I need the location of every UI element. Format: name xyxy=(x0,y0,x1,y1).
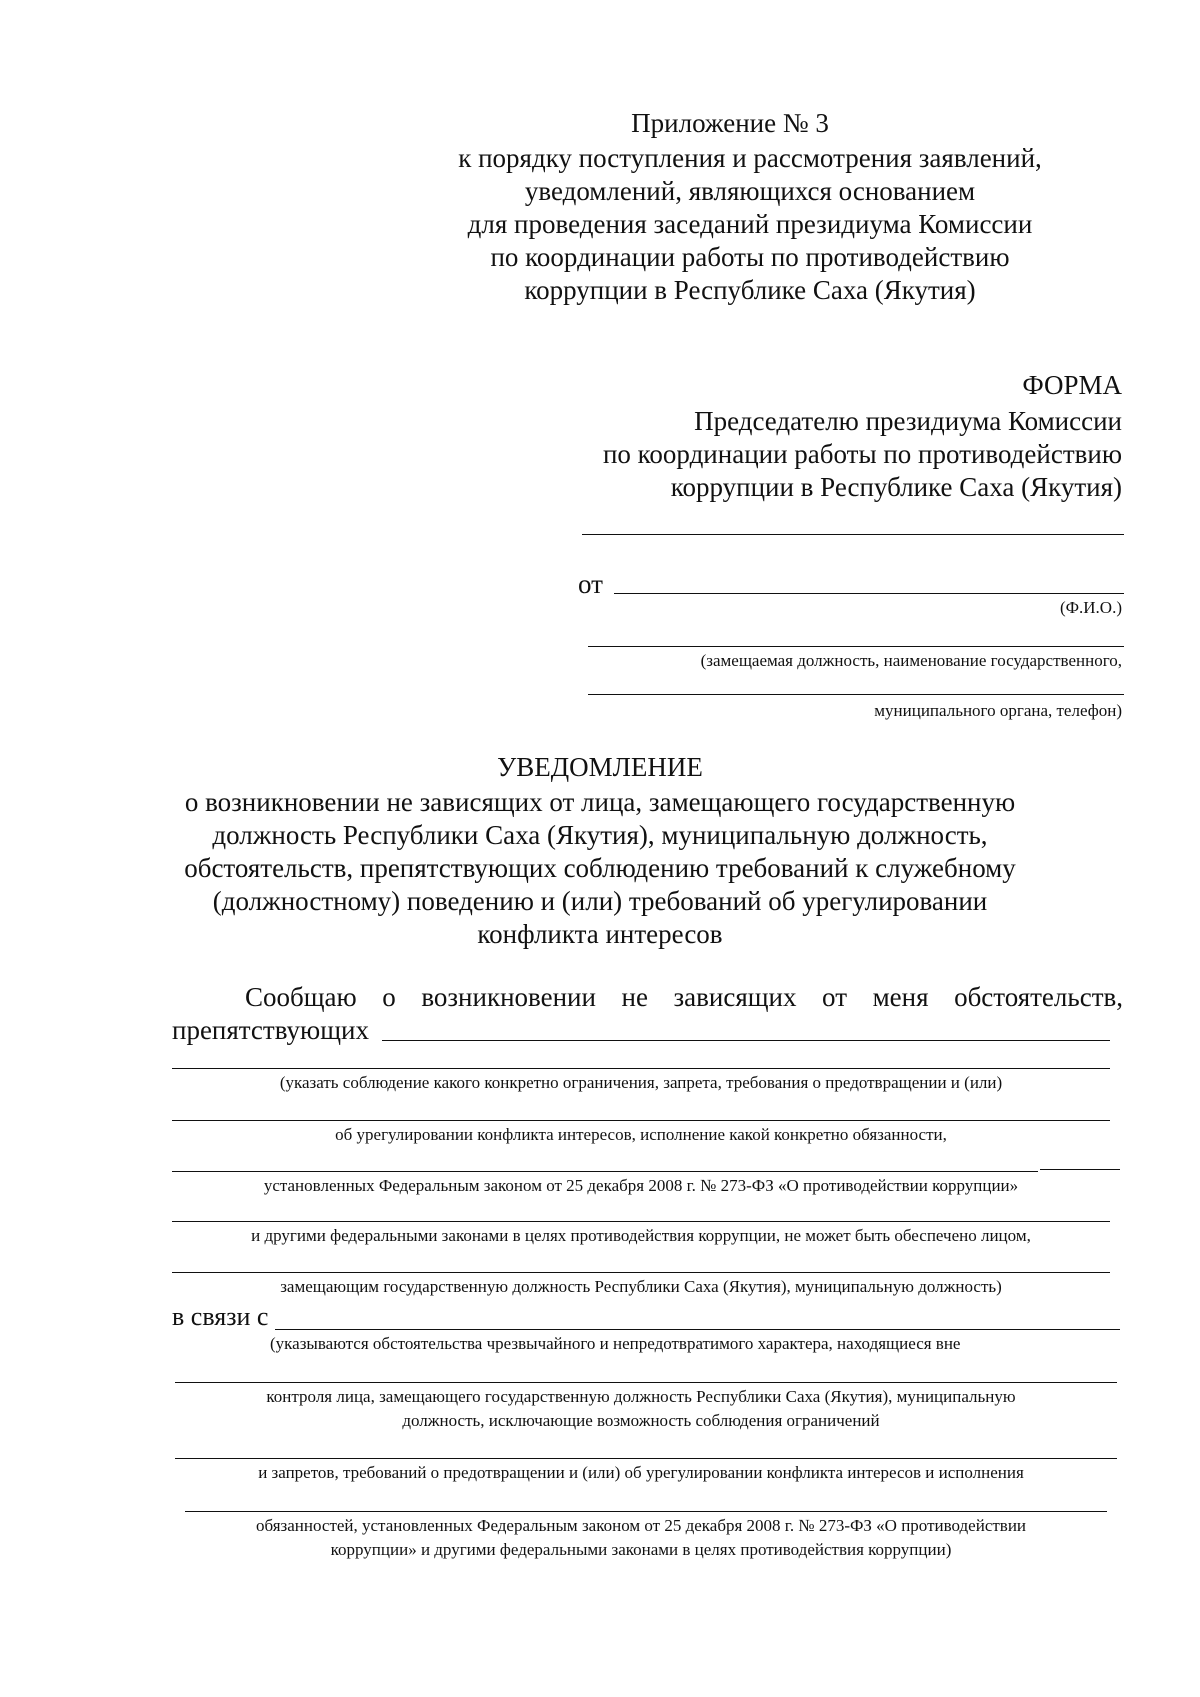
notice-subtitle-line: (должностному) поведению и (или) требований об урегулировании xyxy=(212,886,988,916)
fio-blank-line xyxy=(614,593,1124,594)
fio-caption: (Ф.И.О.) xyxy=(1059,598,1122,617)
blank-line xyxy=(172,1068,1110,1069)
from-label: от xyxy=(578,569,603,599)
addressee-line: Председателю президиума Комиссии xyxy=(694,406,1122,436)
position-caption: (замещаемая должность, наименование государственного, xyxy=(700,651,1122,670)
blank-line xyxy=(172,1120,1110,1121)
organ-caption: муниципального органа, телефон) xyxy=(874,701,1122,720)
in-connection-blank-line xyxy=(275,1329,1120,1330)
notice-subtitle-line: конфликта интересов xyxy=(477,919,723,949)
addressee-line: по координации работы по противодействию xyxy=(602,439,1122,469)
appendix-title: Приложение № 3 xyxy=(631,108,829,138)
blank-line xyxy=(172,1171,1038,1172)
blank-line xyxy=(175,1458,1117,1459)
appendix-line: для проведения заседаний президиума Комиссии xyxy=(467,209,1033,239)
notice-subtitle-line: обстоятельств, препятствующих соблюдению требований к служебному xyxy=(184,853,1016,883)
caption-line: и запретов, требований о предотвращении и (или) об урегулировании конфликта интересов и исполнения xyxy=(258,1463,1024,1482)
caption-line: (указываются обстоятельства чрезвычайного и непредотвратимого характера, находящиеся вне xyxy=(270,1334,961,1353)
body-intro: Сообщаю о возникновении не зависящих от меня обстоятельств, xyxy=(245,982,1123,1012)
hindering-blank-line xyxy=(382,1040,1110,1041)
appendix-line: коррупции в Республике Саха (Якутия) xyxy=(524,275,976,305)
caption-line: замещающим государственную должность Республики Саха (Якутия), муниципальную должность) xyxy=(280,1277,1002,1296)
addressee-line: коррупции в Республике Саха (Якутия) xyxy=(670,472,1122,502)
notice-subtitle-line: о возникновении не зависящих от лица, замещающего государственную xyxy=(184,787,1016,817)
blank-line xyxy=(172,1272,1110,1273)
form-label: ФОРМА xyxy=(1022,370,1122,400)
caption-line: обязанностей, установленных Федеральным законом от 25 декабря 2008 г. № 273-ФЗ «О противодействии xyxy=(255,1516,1027,1535)
blank-line-tail xyxy=(1040,1169,1120,1170)
appendix-line: к порядку поступления и рассмотрения заявлений, xyxy=(458,143,1042,173)
appendix-line: уведомлений, являющихся основанием xyxy=(524,176,976,206)
notice-subtitle-line: должность Республики Саха (Якутия), муниципальную должность, xyxy=(212,820,988,850)
notice-title: УВЕДОМЛЕНИЕ xyxy=(497,752,703,782)
caption-line: контроля лица, замещающего государственную должность Республики Саха (Якутия), муниципальную xyxy=(266,1387,1016,1406)
caption-line: (указать соблюдение какого конкретно ограничения, запрета, требования о предотвращении и (или) xyxy=(279,1073,1003,1092)
blank-line xyxy=(172,1221,1110,1222)
caption-line: об урегулировании конфликта интересов, исполнение какой конкретно обязанности, xyxy=(335,1125,947,1144)
organ-blank-line xyxy=(588,694,1124,695)
caption-line: и другими федеральными законами в целях противодействия коррупции, не может быть обеспечено лицом, xyxy=(251,1226,1031,1245)
body-hindering: препятствующих xyxy=(172,1015,369,1045)
blank-line xyxy=(175,1382,1117,1383)
in-connection-label: в связи с xyxy=(172,1302,269,1331)
caption-line: коррупции» и другими федеральными законами в целях противодействия коррупции) xyxy=(330,1540,952,1559)
caption-line: установленных Федеральным законом от 25 декабря 2008 г. № 273-ФЗ «О противодействии коррупции» xyxy=(263,1176,1019,1195)
appendix-line: по координации работы по противодействию xyxy=(490,242,1010,272)
caption-line: должность, исключающие возможность соблюдения ограничений xyxy=(402,1411,880,1430)
addressee-blank-line xyxy=(582,534,1124,535)
blank-line xyxy=(185,1511,1107,1512)
position-blank-line xyxy=(588,646,1124,647)
